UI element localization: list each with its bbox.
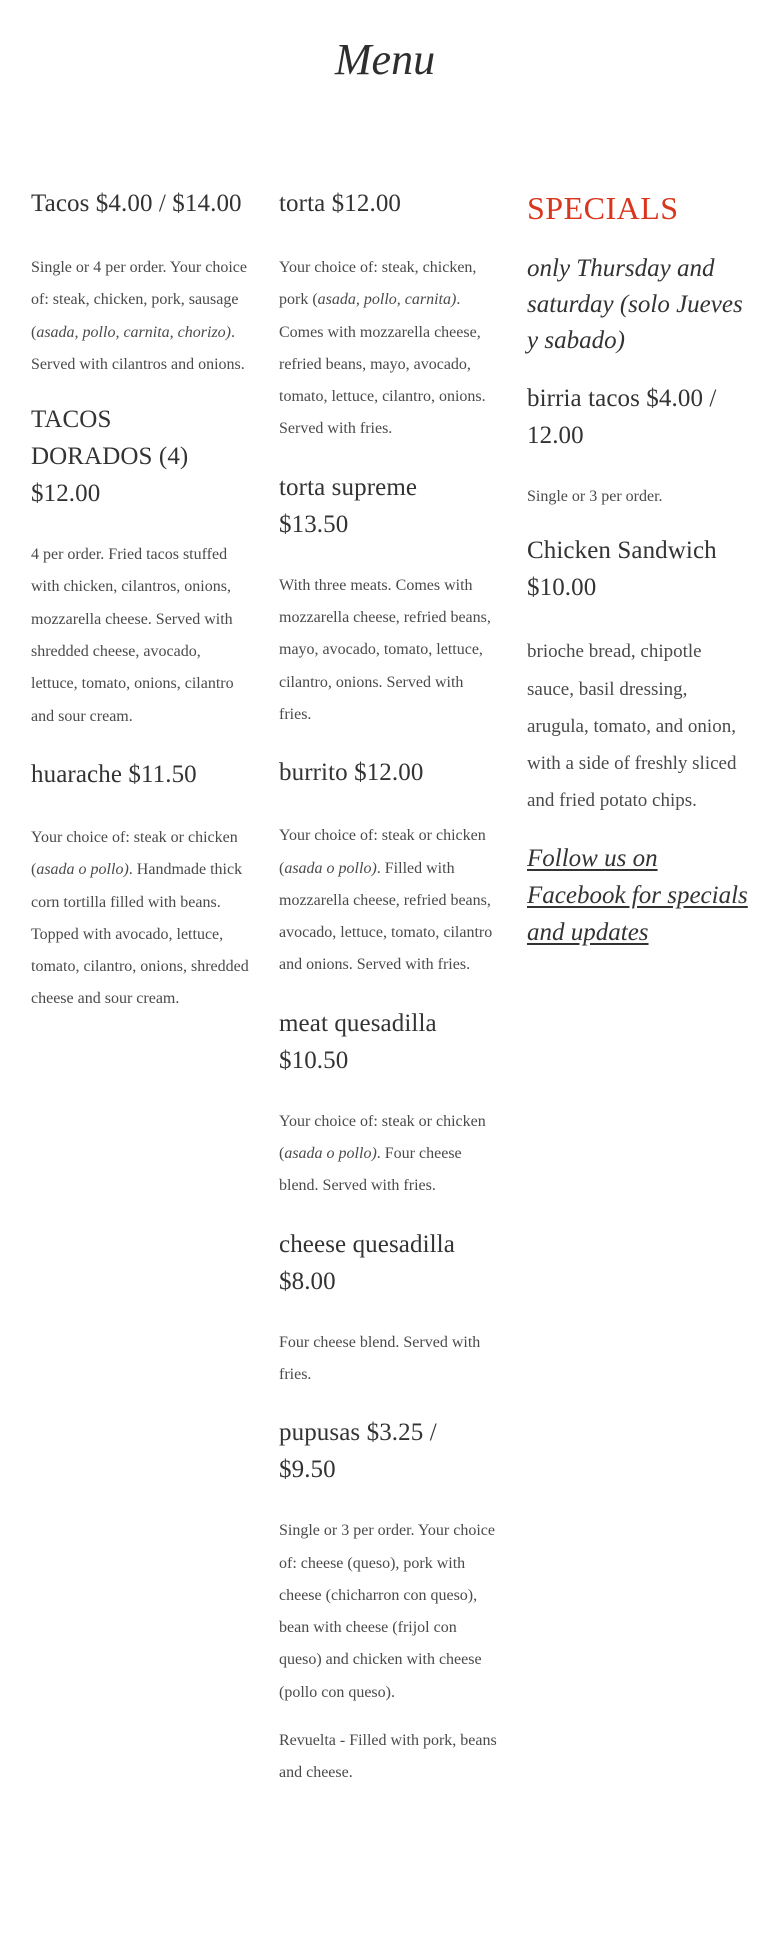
description-emphasis: asada, pollo, carnita, chorizo) — [36, 323, 231, 341]
menu-item-name-line: Chicken Sandwich — [527, 537, 717, 565]
menu-item-price: $10.50 — [279, 1046, 349, 1074]
menu-item-description — [31, 252, 249, 381]
menu-item-price: 12.00 — [527, 422, 584, 449]
menu-item-name — [279, 1414, 497, 1488]
menu-item-name — [279, 469, 497, 543]
menu-item-name — [279, 1005, 497, 1079]
menu-item-description — [279, 820, 497, 981]
description-text: Your choice of: steak or chicken ( — [31, 828, 238, 879]
menu-item-price: $10.00 — [527, 574, 597, 602]
description-text: Your choice of: steak, chicken, pork ( — [279, 259, 477, 309]
menu-item-name-line: meat quesadilla — [279, 1009, 437, 1037]
description-text: Single or 4 per order. Your choice of: steak, chicken, pork, sausage ( — [31, 259, 247, 341]
description-text: Your choice of: steak or chicken ( — [279, 1112, 486, 1163]
menu-item-description: Single or 3 per order. Your choice of: cheese (queso), pork with cheese (chicharron con queso), bean with cheese (frijol con queso) and chicken with cheese (pollo con queso). — [279, 1522, 495, 1701]
page-title: Menu — [334, 35, 436, 84]
menu-item-description-extra: Revuelta - Filled with pork, beans and cheese. — [279, 1732, 497, 1782]
menu-column-2 — [279, 185, 497, 1790]
menu-item-name: huarache $11.50 — [31, 760, 197, 788]
menu-item-name — [527, 380, 749, 454]
menu-item-name-line: birria tacos $4.00 / — [527, 385, 717, 412]
description-text: Your choice of: steak or chicken ( — [279, 827, 486, 877]
menu-item-name — [279, 1226, 497, 1300]
description-emphasis: asada o pollo) — [284, 859, 377, 877]
specials-subheading: only Thursday and saturday (solo Jueves y sabado) — [527, 255, 743, 354]
menu-item-name-line: cheese quesadilla — [279, 1230, 455, 1258]
menu-column-1 — [31, 185, 249, 1016]
menu-item-description: brioche bread, chipotle sauce, basil dressing, arugula, tomato, and onion, with a side of freshly sliced and fried potato chips. — [527, 641, 737, 812]
menu-item-price: $8.00 — [279, 1267, 336, 1295]
menu-item-description — [31, 822, 249, 1016]
description-text: . Served with cilantros and onions. — [31, 323, 245, 373]
menu-item-name — [527, 532, 749, 606]
menu-item-name: burrito $12.00 — [279, 759, 424, 787]
menu-item-description: Four cheese blend. Served with fries. — [279, 1333, 481, 1383]
menu-item-name: torta $12.00 — [279, 190, 402, 217]
menu-item-description — [279, 1106, 497, 1203]
menu-item-name-line: pupusas $3.25 / — [279, 1419, 437, 1447]
specials-column — [527, 185, 749, 951]
menu-item-price: $9.50 — [279, 1456, 336, 1484]
menu-item-description — [279, 252, 497, 446]
description-text: . Comes with mozzarella cheese, refried beans, mayo, avocado, tomato, lettuce, cilantro, onions. Served with fries. — [279, 291, 486, 438]
description-text: . Four cheese blend. Served with fries. — [279, 1145, 462, 1195]
menu-item-name-line: TACOS — [31, 406, 112, 434]
description-emphasis: asada o pollo) — [36, 861, 129, 879]
description-text: . Filled with mozzarella cheese, refried beans, avocado, lettuce, tomato, cilantro and onions. Served with fries. — [279, 859, 493, 974]
description-emphasis: asada o pollo) — [284, 1145, 377, 1163]
menu-item-name — [31, 401, 249, 512]
menu-item-price: $12.00 — [31, 480, 101, 508]
description-emphasis: asada, pollo, carnita) — [317, 291, 457, 309]
menu-item-name-line: DORADOS (4) — [31, 443, 189, 471]
menu-item-name: Tacos $4.00 / $14.00 — [31, 190, 242, 217]
menu-item-description: With three meats. Comes with mozzarella cheese, refried beans, mayo, avocado, tomato, lettuce, cilantro, onions. Served with fries. — [279, 576, 491, 723]
menu-item-description: 4 per order. Fried tacos stuffed with chicken, cilantros, onions, mozzarella cheese. Served with shredded cheese, avocado, lettuce, tomato, onions, cilantro and sour cream. — [31, 546, 234, 725]
menu-item-price: $13.50 — [279, 510, 349, 538]
facebook-follow-link[interactable]: Follow us on Facebook for specials and updates — [527, 844, 748, 946]
menu-item-description: Single or 3 per order. — [527, 488, 663, 505]
specials-heading: SPECIALS — [527, 190, 679, 226]
menu-item-name-line: torta supreme — [279, 473, 418, 501]
description-text: . Handmade thick corn tortilla filled with beans. Topped with avocado, lettuce, tomato, cilantro, onions, shredded cheese and sour cream. — [31, 861, 249, 1008]
